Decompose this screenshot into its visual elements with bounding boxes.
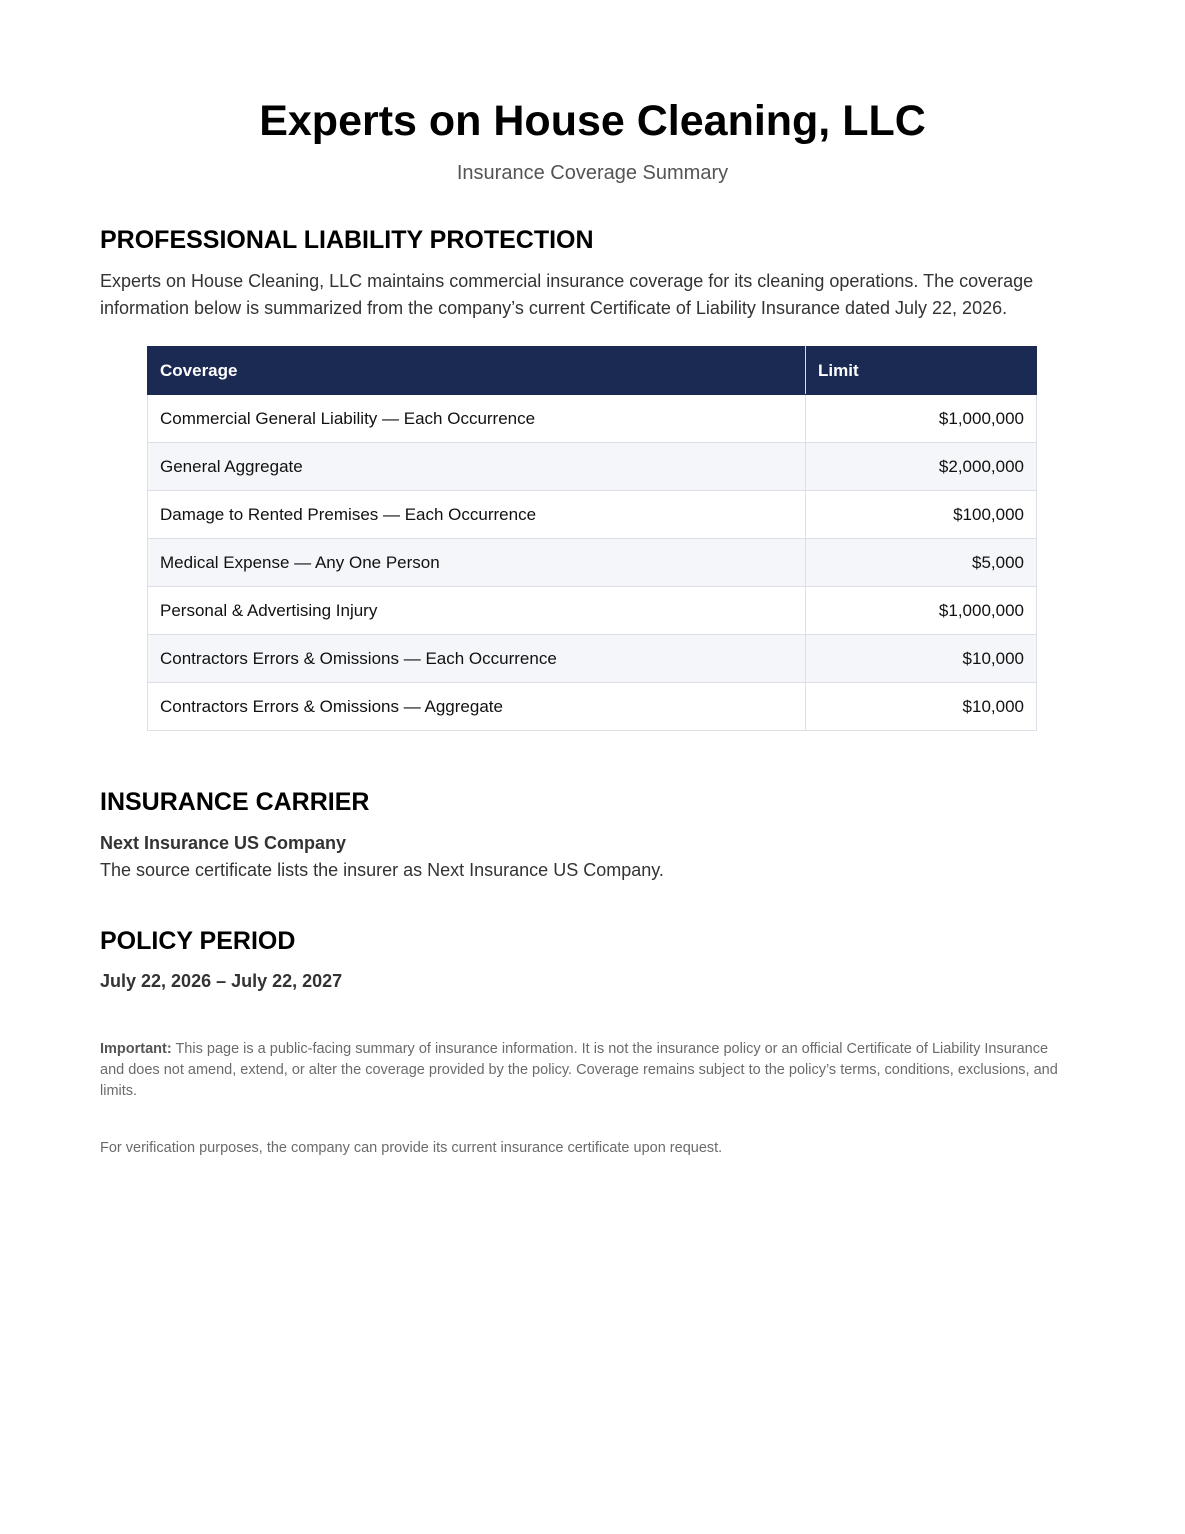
policy-period-heading: POLICY PERIOD [100, 927, 296, 955]
limit-cell: $2,000,000 [806, 443, 1037, 491]
limit-cell: $1,000,000 [806, 587, 1037, 635]
coverage-column-header: Coverage [148, 347, 806, 395]
limit-cell: $10,000 [806, 683, 1037, 731]
coverage-cell: General Aggregate [148, 443, 806, 491]
important-disclaimer [100, 1039, 1060, 1102]
coverage-cell: Personal & Advertising Injury [148, 587, 806, 635]
professional-liability-heading: PROFESSIONAL LIABILITY PROTECTION [100, 226, 594, 254]
professional-liability-intro: Experts on House Cleaning, LLC maintains commercial insurance coverage for its cleaning operations. The coverage information below is summarized from the company’s current Certificate of Liability Insurance dated July 22, 2026. [100, 271, 1034, 318]
table-row [148, 491, 1037, 539]
page-title: Experts on House Cleaning, LLC [259, 97, 926, 145]
carrier-note: The source certificate lists the insurer as Next Insurance US Company. [100, 860, 664, 880]
limit-cell: $5,000 [806, 539, 1037, 587]
limit-cell: $10,000 [806, 635, 1037, 683]
table-row [148, 587, 1037, 635]
policy-period-dates: July 22, 2026 – July 22, 2027 [100, 971, 343, 991]
coverage-table [147, 346, 1037, 731]
coverage-cell: Contractors Errors & Omissions — Aggregate [148, 683, 806, 731]
table-row [148, 539, 1037, 587]
important-text: This page is a public-facing summary of insurance information. It is not the insurance policy or an official Certificate of Liability Insurance and does not amend, extend, or alter the coverage provided by the policy. Coverage remains subject to the policy’s terms, conditions, exclusions, and limits. [100, 1041, 1058, 1099]
coverage-cell: Contractors Errors & Omissions — Each Occurrence [148, 635, 806, 683]
coverage-cell: Medical Expense — Any One Person [148, 539, 806, 587]
limit-cell: $1,000,000 [806, 395, 1037, 443]
coverage-cell: Damage to Rented Premises — Each Occurrence [148, 491, 806, 539]
important-label: Important: [100, 1041, 172, 1057]
table-row [148, 443, 1037, 491]
limit-column-header: Limit [806, 347, 1037, 395]
carrier-name: Next Insurance US Company [100, 833, 347, 853]
coverage-table-header-row [148, 347, 1037, 395]
insurance-carrier-heading: INSURANCE CARRIER [100, 788, 370, 816]
coverage-cell: Commercial General Liability — Each Occurrence [148, 395, 806, 443]
table-row [148, 395, 1037, 443]
page-subtitle: Insurance Coverage Summary [456, 162, 729, 184]
limit-cell: $100,000 [806, 491, 1037, 539]
table-row [148, 635, 1037, 683]
table-row [148, 683, 1037, 731]
verification-note: For verification purposes, the company can provide its current insurance certificate upon request. [100, 1140, 723, 1156]
